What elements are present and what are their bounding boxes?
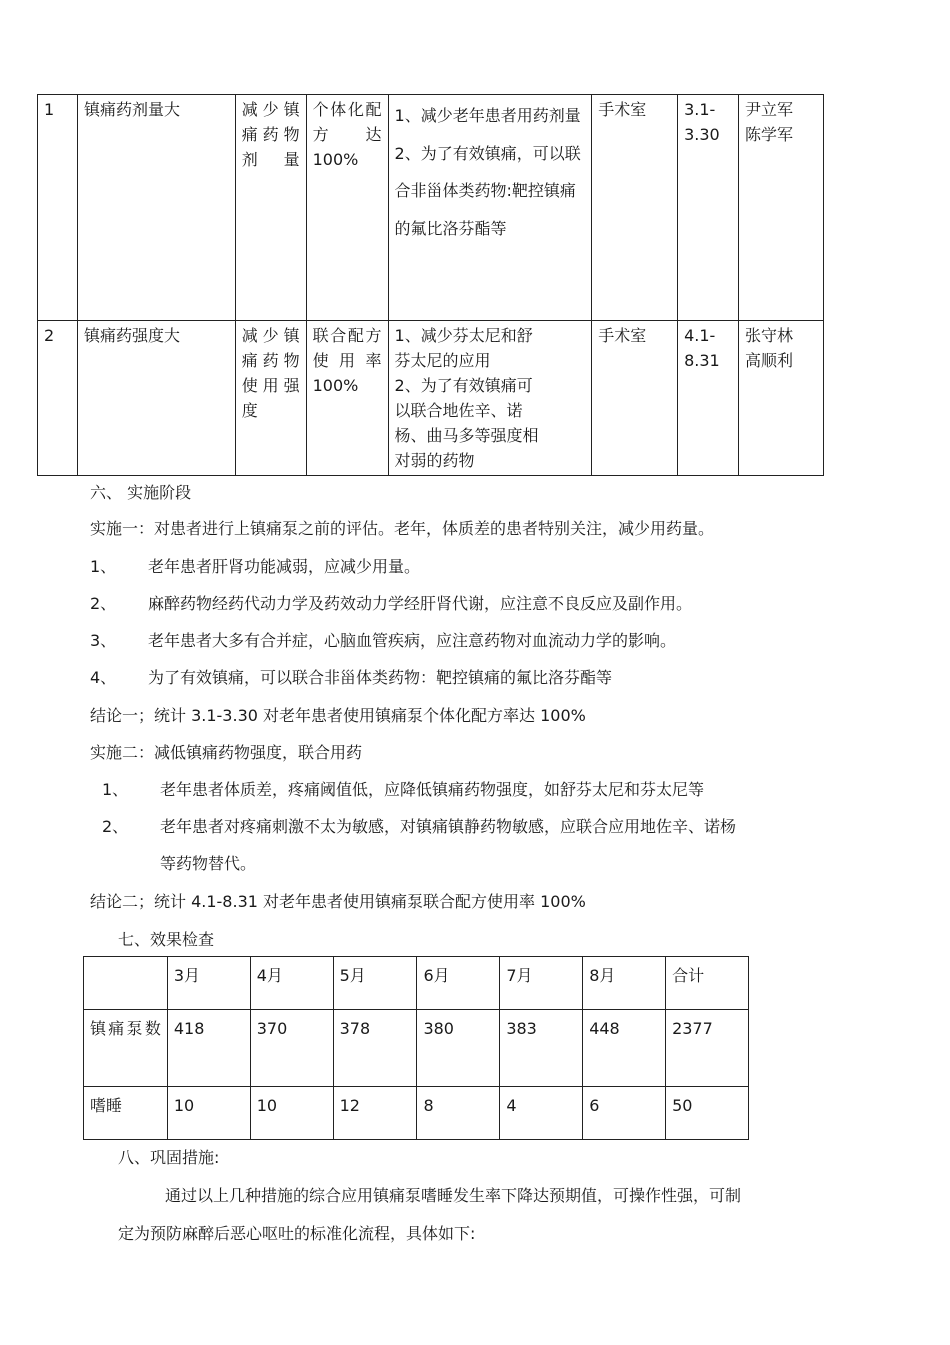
target-cell: 联合配方使用率 100%	[306, 321, 388, 476]
goal-cell: 减少镇痛药物使用强度	[235, 321, 306, 476]
goal-cell: 减少镇痛药物剂量	[235, 95, 306, 321]
place-cell: 手术室	[592, 321, 678, 476]
table-cell: 12	[333, 1087, 417, 1140]
table-cell: 380	[417, 1010, 500, 1087]
implementation-two: 实施二：减低镇痛药物强度，联合用药	[90, 743, 363, 762]
list-item: 老年患者肝肾功能减弱，应减少用量。	[148, 557, 421, 576]
section-heading: 六、 实施阶段	[90, 483, 192, 502]
table-row	[38, 95, 824, 321]
section-heading: 八、巩固措施:	[118, 1148, 220, 1167]
list-number: 1、	[102, 780, 129, 799]
list-item: 为了有效镇痛，可以联合非甾体类药物：靶控镇痛的氟比洛芬酯等	[148, 668, 613, 687]
time-cell: 3.1-3.30	[678, 95, 739, 321]
header-cell	[84, 957, 168, 1010]
table-cell: 4	[500, 1087, 583, 1140]
table-cell: 6	[583, 1087, 666, 1140]
list-item-continuation: 等药物替代。	[160, 854, 257, 873]
list-item: 老年患者对疼痛刺激不太为敏感，对镇痛镇静药物敏感，应联合应用地佐辛、诺杨	[160, 817, 737, 836]
persons-cell: 张守林 高顺利	[739, 321, 824, 476]
row-label: 嗜睡	[84, 1087, 168, 1140]
list-item: 老年患者大多有合并症，心脑血管疾病，应注意药物对血流动力学的影响。	[148, 631, 677, 650]
conclusion-one: 结论一；统计 3.1-3.30 对老年患者使用镇痛泵个体化配方率达 100%	[90, 706, 586, 725]
header-cell: 6月	[417, 957, 500, 1010]
table-cell: 8	[417, 1087, 500, 1140]
header-cell: 5月	[333, 957, 417, 1010]
header-cell: 合计	[666, 957, 749, 1010]
header-cell: 8月	[583, 957, 666, 1010]
list-number: 4、	[90, 668, 117, 687]
measures-cell: 1、减少老年患者用药剂量 2、为了有效镇痛，可以联合非甾体类药物:靶控镇痛的氟比洛芬酯等	[388, 95, 592, 321]
table-cell: 2377	[666, 1010, 749, 1087]
problem-cell: 镇痛药强度大	[77, 321, 235, 476]
table-row	[84, 1010, 749, 1087]
header-cell: 3月	[167, 957, 250, 1010]
list-number: 2、	[90, 594, 117, 613]
place-cell: 手术室	[592, 95, 678, 321]
list-number: 2、	[102, 817, 129, 836]
table-cell: 378	[333, 1010, 417, 1087]
table-cell: 10	[167, 1087, 250, 1140]
row-number: 2	[38, 321, 78, 476]
table-cell: 418	[167, 1010, 250, 1087]
time-cell: 4.1-8.31	[678, 321, 739, 476]
table-header-row	[84, 957, 749, 1010]
table-row	[38, 321, 824, 476]
table-cell: 370	[250, 1010, 333, 1087]
persons-cell: 尹立军 陈学军	[739, 95, 824, 321]
conclusion-two: 结论二；统计 4.1-8.31 对老年患者使用镇痛泵联合配方使用率 100%	[90, 892, 586, 911]
plan-table	[37, 94, 824, 476]
measures-cell: 1、减少芬太尼和舒 芬太尼的应用 2、为了有效镇痛可 以联合地佐辛、诺 杨、曲马多等强度相 对弱的药物	[388, 321, 592, 476]
paragraph-line: 定为预防麻醉后恶心呕吐的标准化流程，具体如下:	[118, 1224, 476, 1243]
row-number: 1	[38, 95, 78, 321]
result-table	[83, 956, 749, 1140]
header-cell: 7月	[500, 957, 583, 1010]
problem-cell: 镇痛药剂量大	[77, 95, 235, 321]
table-cell: 50	[666, 1087, 749, 1140]
list-number: 3、	[90, 631, 117, 650]
list-number: 1、	[90, 557, 117, 576]
table-cell: 10	[250, 1087, 333, 1140]
table-row	[84, 1087, 749, 1140]
implementation-one: 实施一：对患者进行上镇痛泵之前的评估。老年，体质差的患者特别关注，减少用药量。	[90, 519, 715, 538]
section-heading: 七、效果检查	[118, 930, 215, 949]
table-cell: 383	[500, 1010, 583, 1087]
header-cell: 4月	[250, 957, 333, 1010]
paragraph-line: 通过以上几种措施的综合应用镇痛泵嗜睡发生率下降达预期值，可操作性强，可制	[165, 1186, 742, 1205]
list-item: 老年患者体质差，疼痛阈值低，应降低镇痛药物强度，如舒芬太尼和芬太尼等	[160, 780, 705, 799]
row-label: 镇痛泵数	[84, 1010, 168, 1087]
table-cell: 448	[583, 1010, 666, 1087]
list-item: 麻醉药物经药代动力学及药效动力学经肝肾代谢，应注意不良反应及副作用。	[148, 594, 693, 613]
target-cell: 个体化配方达100%	[306, 95, 388, 321]
